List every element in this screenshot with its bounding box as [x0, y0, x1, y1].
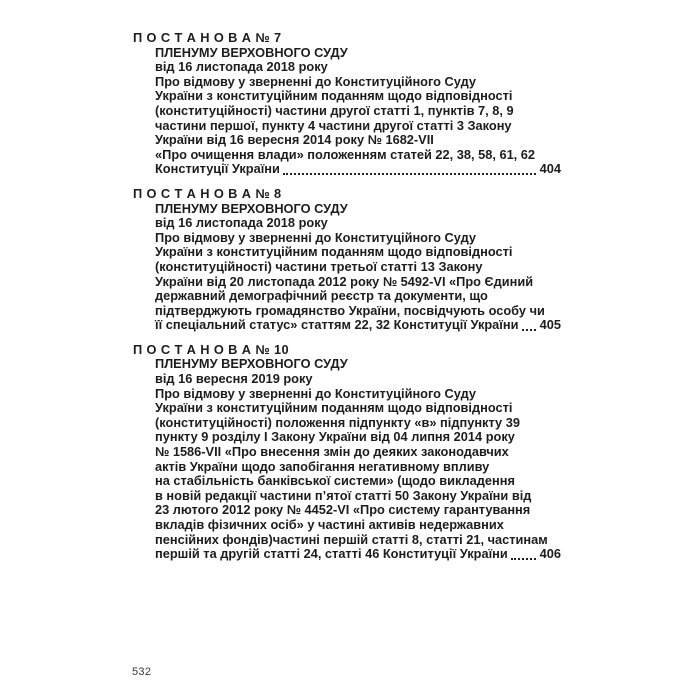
entry-line: України від 16 вересня 2014 року № 1682-VII	[155, 132, 434, 148]
entry-leader-row	[155, 162, 561, 177]
toc-entry	[133, 187, 561, 333]
entry-line: від 16 вересня 2019 року	[155, 371, 313, 387]
entry-page-number: 404	[539, 161, 561, 177]
entry-last-line: Конституції України	[155, 161, 280, 177]
footer-page-number: 532	[132, 666, 152, 678]
dot-leader	[283, 173, 536, 175]
entry-line: від 16 листопада 2018 року	[155, 215, 328, 231]
entry-heading: П О С Т А Н О В А № 10	[133, 341, 289, 357]
entry-line: від 16 листопада 2018 року	[155, 59, 328, 75]
entry-line: Про відмову у зверненні до Конституційного Суду	[155, 229, 476, 245]
entry-page-number: 405	[539, 317, 561, 333]
entry-line: на стабільність банківської системи» (щодо викладення	[155, 473, 515, 489]
entry-line: ПЛЕНУМУ ВЕРХОВНОГО СУДУ	[155, 200, 348, 216]
entry-line: «Про очищення влади» положенням статей 22, 38, 58, 61, 62	[155, 146, 536, 162]
entry-line: 23 лютого 2012 року № 4452-VI «Про систему гарантування	[155, 502, 531, 518]
entry-line: України з конституційним поданням щодо відповідності	[155, 244, 513, 260]
entry-line: пункту 9 розділу І Закону України від 04 липня 2014 року	[155, 429, 515, 445]
entry-line: Про відмову у зверненні до Конституційного Суду	[155, 385, 476, 401]
entry-line: № 1586-VII «Про внесення змін до деяких законодавчих	[155, 444, 509, 460]
entry-line: України з конституційним поданням щодо відповідності	[155, 400, 513, 416]
entry-last-line: першій та другій статті 24, статті 46 Конституції України	[155, 546, 508, 562]
toc-entry	[133, 31, 561, 177]
entry-heading: П О С Т А Н О В А № 8	[133, 185, 282, 201]
entry-line: України з конституційним поданням щодо відповідності	[155, 88, 513, 104]
entry-line: в новій редакції частини п’ятої статті 50 Закону України від	[155, 487, 532, 503]
dot-leader	[522, 329, 536, 331]
entry-heading: П О С Т А Н О В А № 7	[133, 30, 282, 45]
entry-line: актів України щодо запобігання негативному впливу	[155, 458, 490, 474]
dot-leader	[511, 558, 536, 560]
toc-list	[133, 31, 561, 572]
entry-line: (конституційності) положення підпункту «в» підпункту 39	[155, 414, 520, 430]
entry-line: (конституційності) частини другої статті 1, пунктів 7, 8, 9	[155, 102, 514, 118]
entry-line: пенсійних фондів)частині першій статті 8, статті 21, частинам	[155, 531, 548, 547]
entry-line: ПЛЕНУМУ ВЕРХОВНОГО СУДУ	[155, 44, 348, 60]
entry-line: частини першої, пункту 4 частини другої статті 3 Закону	[155, 117, 512, 133]
entry-line: вкладів фізичних осіб» у частині активів недержавних	[155, 517, 504, 532]
entry-leader-row	[155, 318, 561, 333]
toc-entry	[133, 343, 561, 562]
entry-line: підтверджують громадянство України, посвідчують особу чи	[155, 302, 545, 318]
entry-page-number: 406	[539, 546, 561, 562]
entry-last-line: її спеціальний статус» статтям 22, 32 Конституції України	[155, 317, 519, 333]
entry-line: державний демографічний реєстр та документи, що	[155, 288, 488, 304]
entry-line: Про відмову у зверненні до Конституційного Суду	[155, 73, 476, 89]
entry-leader-row	[155, 547, 561, 562]
entry-line: (конституційності) частини третьої статті 13 Закону	[155, 258, 483, 274]
entry-line: ПЛЕНУМУ ВЕРХОВНОГО СУДУ	[155, 356, 348, 372]
entry-line: України від 20 листопада 2012 року № 5492-VI «Про Єдиний	[155, 273, 534, 289]
